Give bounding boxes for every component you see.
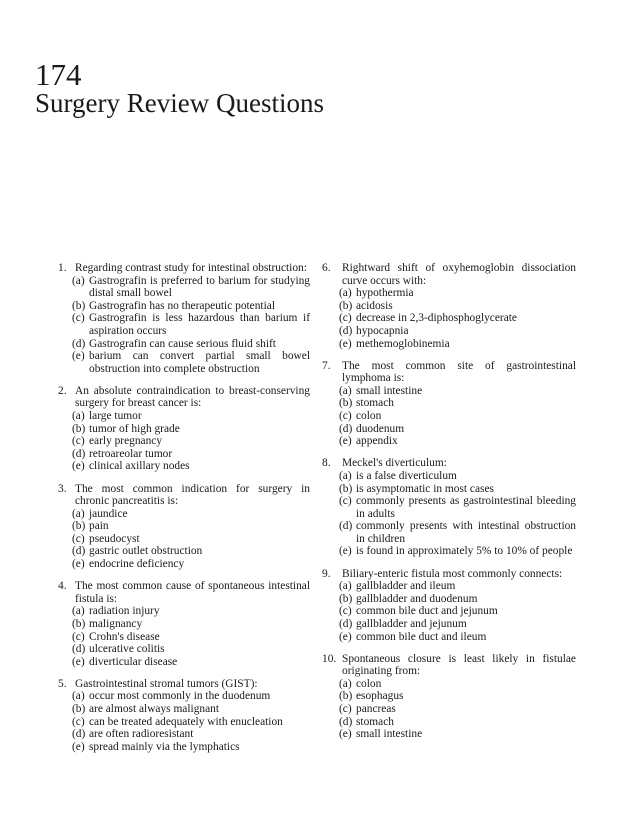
question-number: 2. bbox=[58, 384, 67, 397]
answer-option bbox=[322, 618, 576, 631]
option-text: duodenum bbox=[356, 422, 405, 435]
question-text: Regarding contrast study for intestinal obstruction: bbox=[75, 262, 307, 274]
answer-option bbox=[322, 483, 576, 496]
question-number: 7. bbox=[322, 359, 331, 372]
question-stem bbox=[58, 678, 310, 691]
option-text: is a false diverticulum bbox=[356, 469, 457, 482]
question-9 bbox=[322, 568, 576, 644]
answer-option bbox=[58, 448, 310, 461]
answer-option bbox=[322, 690, 576, 703]
answer-option bbox=[58, 656, 310, 669]
option-text: radiation injury bbox=[89, 605, 160, 618]
answer-option bbox=[322, 631, 576, 644]
question-text: The most common site of gastrointestinal lymphoma is: bbox=[342, 359, 576, 385]
option-text: common bile duct and ileum bbox=[356, 630, 487, 643]
option-text: colon bbox=[356, 410, 382, 423]
option-letter: (a) bbox=[72, 690, 85, 703]
option-text: are almost always malignant bbox=[89, 703, 220, 715]
question-stem bbox=[322, 360, 576, 385]
option-letter: (e) bbox=[72, 655, 85, 668]
option-letter: (e) bbox=[339, 435, 352, 448]
option-letter: (b) bbox=[72, 299, 86, 312]
answer-option bbox=[58, 533, 310, 546]
option-text: gallbladder and ileum bbox=[356, 580, 456, 593]
answer-option bbox=[322, 300, 576, 313]
answer-option bbox=[322, 338, 576, 351]
option-letter: (e) bbox=[339, 728, 352, 741]
question-text: The most common indication for surgery in chronic pancreatitis is: bbox=[75, 482, 310, 508]
answer-option bbox=[322, 385, 576, 398]
option-text: decrease in 2,3-diphosphoglycerate bbox=[356, 312, 517, 325]
option-letter: (e) bbox=[339, 545, 352, 558]
option-letter: (a) bbox=[339, 580, 352, 593]
option-text: pancreas bbox=[356, 703, 396, 715]
answer-option bbox=[58, 300, 310, 313]
answer-option bbox=[58, 643, 310, 656]
option-letter: (c) bbox=[72, 312, 85, 325]
answer-option bbox=[58, 741, 310, 754]
option-text: malignancy bbox=[89, 617, 143, 630]
option-text: is asymptomatic in most cases bbox=[356, 482, 494, 495]
question-1 bbox=[58, 262, 310, 375]
option-letter: (a) bbox=[339, 287, 352, 300]
question-stem bbox=[322, 457, 576, 470]
option-letter: (e) bbox=[72, 740, 85, 753]
answer-option bbox=[58, 520, 310, 533]
option-letter: (a) bbox=[339, 469, 352, 482]
question-number: 4. bbox=[58, 580, 67, 593]
option-letter: (d) bbox=[72, 728, 86, 741]
option-letter: (b) bbox=[72, 422, 86, 435]
answer-option bbox=[322, 678, 576, 691]
question-text: Meckel's diverticulum: bbox=[342, 457, 447, 470]
option-letter: (b) bbox=[339, 299, 353, 312]
answer-option bbox=[58, 558, 310, 571]
option-letter: (c) bbox=[339, 312, 352, 325]
option-text: esophagus bbox=[356, 690, 404, 703]
answer-option bbox=[322, 287, 576, 300]
question-7 bbox=[322, 360, 576, 448]
option-text: occur most commonly in the duodenum bbox=[89, 690, 271, 703]
answer-option bbox=[58, 350, 310, 375]
option-letter: (c) bbox=[339, 703, 352, 715]
answer-option bbox=[322, 605, 576, 618]
option-text: tumor of high grade bbox=[89, 422, 180, 435]
answer-option bbox=[322, 580, 576, 593]
option-letter: (c) bbox=[339, 410, 352, 423]
option-letter: (b) bbox=[339, 690, 353, 703]
answer-option bbox=[322, 545, 576, 558]
option-letter: (d) bbox=[72, 545, 86, 558]
answer-option bbox=[322, 495, 576, 520]
option-text: methemoglobinemia bbox=[356, 337, 450, 350]
question-stem bbox=[58, 262, 310, 275]
question-number: 6. bbox=[322, 262, 331, 274]
question-stem bbox=[58, 483, 310, 508]
question-3 bbox=[58, 483, 310, 571]
question-stem bbox=[322, 568, 576, 581]
answer-option bbox=[58, 618, 310, 631]
option-text: commonly presents as gastrointestinal bleeding in adults bbox=[356, 495, 576, 520]
option-letter: (d) bbox=[339, 520, 353, 533]
answer-option bbox=[322, 397, 576, 410]
option-text: early pregnancy bbox=[89, 435, 163, 448]
option-text: stomach bbox=[356, 397, 394, 410]
option-text: can be treated adequately with enucleation bbox=[89, 715, 283, 728]
option-text: stomach bbox=[356, 715, 394, 728]
question-number: 8. bbox=[322, 457, 331, 470]
option-letter: (c) bbox=[72, 435, 85, 448]
option-text: colon bbox=[356, 677, 382, 690]
option-text: ulcerative colitis bbox=[89, 643, 165, 656]
option-text: retroareolar tumor bbox=[89, 447, 173, 460]
option-letter: (a) bbox=[72, 274, 85, 287]
option-letter: (b) bbox=[72, 703, 86, 715]
option-text: Gastrografin can cause serious fluid shift bbox=[89, 337, 276, 350]
option-letter: (d) bbox=[339, 715, 353, 728]
answer-option bbox=[58, 605, 310, 618]
question-number: 1. bbox=[58, 262, 67, 274]
answer-option bbox=[58, 460, 310, 473]
answer-option bbox=[322, 593, 576, 606]
question-number: 5. bbox=[58, 677, 67, 690]
answer-option bbox=[322, 728, 576, 741]
answer-option bbox=[58, 423, 310, 436]
option-text: hypothermia bbox=[356, 287, 414, 300]
option-letter: (d) bbox=[339, 617, 353, 630]
answer-option bbox=[58, 508, 310, 521]
option-letter: (b) bbox=[339, 592, 353, 605]
question-text: Rightward shift of oxyhemoglobin dissociation curve occurs with: bbox=[342, 262, 576, 287]
option-text: gallbladder and duodenum bbox=[356, 592, 478, 605]
question-text: Gastrointestinal stromal tumors (GIST): bbox=[75, 677, 258, 690]
answer-option bbox=[58, 275, 310, 300]
option-letter: (e) bbox=[339, 337, 352, 350]
answer-option bbox=[58, 312, 310, 337]
question-number: 9. bbox=[322, 567, 331, 580]
option-letter: (b) bbox=[72, 617, 86, 630]
option-letter: (a) bbox=[339, 384, 352, 397]
question-text: An absolute contraindication to breast-conserving surgery for breast cancer is: bbox=[75, 384, 310, 410]
option-letter: (e) bbox=[72, 460, 85, 473]
question-number: 10. bbox=[322, 652, 337, 665]
question-text: Spontaneous closure is least likely in fistulae originating from: bbox=[342, 652, 576, 678]
option-letter: (b) bbox=[339, 397, 353, 410]
question-4 bbox=[58, 580, 310, 668]
answer-option bbox=[322, 423, 576, 436]
answer-option bbox=[322, 325, 576, 338]
page-number: 174 bbox=[35, 57, 82, 92]
answer-option bbox=[58, 410, 310, 423]
option-letter: (d) bbox=[72, 447, 86, 460]
answer-option bbox=[58, 716, 310, 729]
answer-option bbox=[322, 716, 576, 729]
question-5 bbox=[58, 678, 310, 754]
option-text: pain bbox=[89, 520, 109, 533]
option-letter: (c) bbox=[339, 495, 352, 508]
question-stem bbox=[322, 653, 576, 678]
option-text: endocrine deficiency bbox=[89, 558, 185, 571]
option-text: appendix bbox=[356, 435, 398, 448]
option-letter: (d) bbox=[72, 337, 86, 350]
question-text: Biliary-enteric fistula most commonly connects: bbox=[342, 567, 563, 580]
question-stem bbox=[58, 580, 310, 605]
option-letter: (e) bbox=[72, 558, 85, 571]
answer-option bbox=[58, 435, 310, 448]
option-text: clinical axillary nodes bbox=[89, 460, 190, 473]
answer-option bbox=[322, 312, 576, 325]
answer-option bbox=[58, 545, 310, 558]
left-column bbox=[58, 262, 310, 763]
answer-option bbox=[322, 703, 576, 716]
answer-option bbox=[322, 410, 576, 423]
option-letter: (c) bbox=[339, 605, 352, 618]
option-text: Crohn's disease bbox=[89, 630, 160, 643]
question-2 bbox=[58, 385, 310, 473]
option-text: large tumor bbox=[89, 410, 142, 423]
option-letter: (c) bbox=[72, 715, 85, 728]
option-letter: (c) bbox=[72, 630, 85, 643]
answer-option bbox=[322, 520, 576, 545]
option-text: jaundice bbox=[89, 507, 128, 520]
option-letter: (c) bbox=[72, 532, 85, 545]
option-text: spread mainly via the lymphatics bbox=[89, 740, 240, 753]
option-text: are often radioresistant bbox=[89, 728, 194, 741]
option-letter: (e) bbox=[339, 630, 352, 643]
option-text: gallbladder and jejunum bbox=[356, 617, 467, 630]
option-letter: (a) bbox=[72, 507, 85, 520]
question-10 bbox=[322, 653, 576, 741]
option-letter: (d) bbox=[72, 643, 86, 656]
question-8 bbox=[322, 457, 576, 558]
option-text: common bile duct and jejunum bbox=[356, 605, 498, 618]
question-stem bbox=[58, 385, 310, 410]
option-text: Gastrografin is preferred to barium for studying distal small bowel bbox=[89, 274, 310, 300]
option-text: pseudocyst bbox=[89, 532, 140, 545]
question-6 bbox=[322, 262, 576, 350]
option-letter: (e) bbox=[72, 350, 85, 363]
answer-option bbox=[58, 728, 310, 741]
option-letter: (b) bbox=[72, 520, 86, 533]
option-letter: (b) bbox=[339, 482, 353, 495]
answer-option bbox=[322, 470, 576, 483]
answer-option bbox=[58, 338, 310, 351]
question-number: 3. bbox=[58, 482, 67, 495]
option-letter: (a) bbox=[72, 410, 85, 423]
option-text: is found in approximately 5% to 10% of people bbox=[356, 545, 573, 558]
answer-option bbox=[322, 435, 576, 448]
right-column bbox=[322, 262, 576, 750]
option-text: gastric outlet obstruction bbox=[89, 545, 203, 558]
option-text: acidosis bbox=[356, 299, 393, 312]
option-text: barium can convert partial small bowel obstruction into complete obstruction bbox=[89, 350, 310, 375]
option-text: Gastrografin is less hazardous than barium if aspiration occurs bbox=[89, 312, 310, 337]
option-text: small intestine bbox=[356, 728, 423, 741]
option-text: hypocapnia bbox=[356, 324, 409, 337]
option-letter: (a) bbox=[72, 605, 85, 618]
option-text: commonly presents with intestinal obstruction in children bbox=[356, 520, 576, 545]
question-stem bbox=[322, 262, 576, 287]
option-letter: (a) bbox=[339, 677, 352, 690]
question-text: The most common cause of spontaneous intestinal fistula is: bbox=[75, 580, 310, 605]
answer-option bbox=[58, 703, 310, 716]
option-text: small intestine bbox=[356, 384, 423, 397]
page-title: Surgery Review Questions bbox=[35, 88, 324, 118]
option-letter: (d) bbox=[339, 324, 353, 337]
option-text: Gastrografin has no therapeutic potential bbox=[89, 299, 275, 312]
answer-option bbox=[58, 690, 310, 703]
answer-option bbox=[58, 631, 310, 644]
option-text: diverticular disease bbox=[89, 655, 178, 668]
option-letter: (d) bbox=[339, 422, 353, 435]
